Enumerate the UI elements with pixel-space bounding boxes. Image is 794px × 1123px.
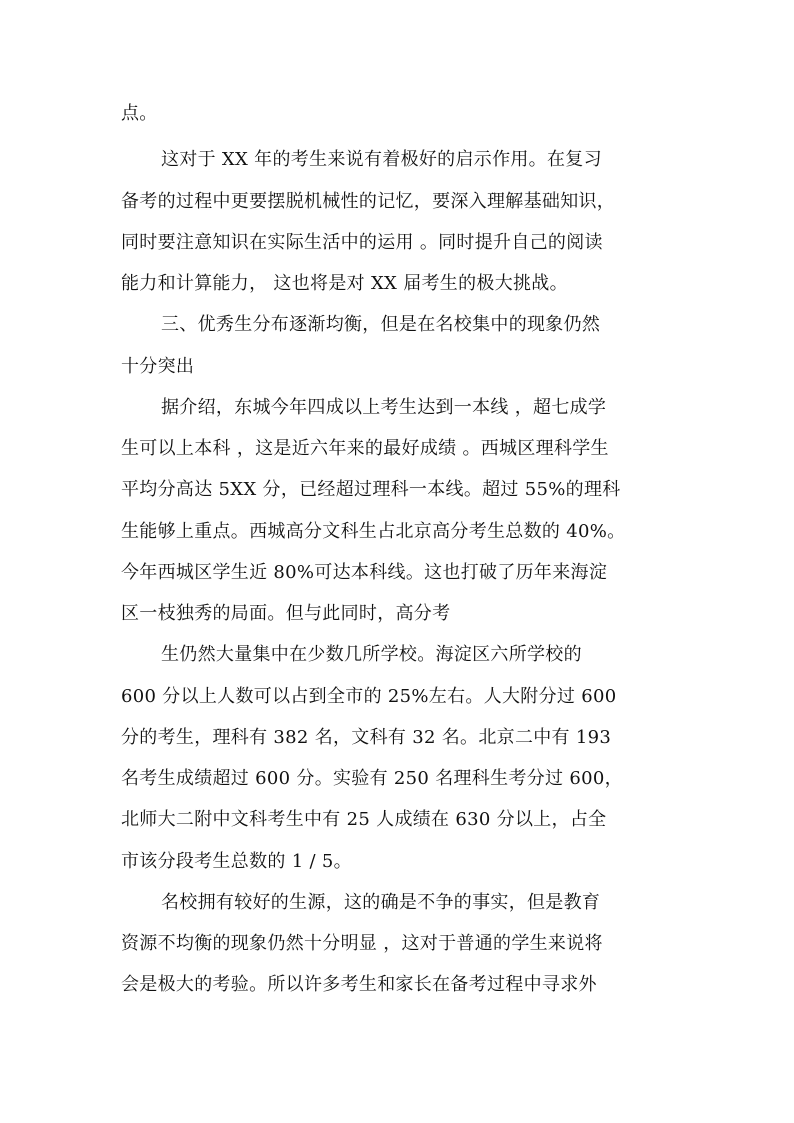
text-line: 备考的过程中更要摆脱机械性的记忆，要深入理解基础知识， — [121, 191, 616, 212]
text-line: 今年西城区学生近 80%可达本科线。这也打破了历年来海淀 — [121, 562, 608, 583]
paragraph-start: 据介绍，东城今年四成以上考生达到一本线 ，超七成学 — [161, 397, 607, 418]
text-line: 生能够上重点。西城高分文科生占北京高分考生总数的 40%。 — [121, 521, 626, 542]
paragraph-start: 名校拥有较好的生源，这的确是不争的事实，但是教育 — [161, 892, 601, 913]
text-line: 平均分高达 5XX 分，已经超过理科一本线。超过 55%的理科 — [121, 479, 621, 500]
text-line: 分的考生，理科有 382 名，文科有 32 名。北京二中有 193 — [121, 727, 612, 748]
text-line: 会是极大的考验。所以许多考生和家长在备考过程中寻求外 — [121, 974, 597, 995]
section-heading-cont: 十分突出 — [121, 356, 195, 377]
text-line: 名考生成绩超过 600 分。实验有 250 名理科生考分过 600， — [121, 768, 623, 789]
text-line: 北师大二附中文科考生中有 25 人成绩在 630 分以上，占全 — [121, 809, 607, 830]
paragraph-start: 生仍然大量集中在少数几所学校。海淀区六所学校的 — [161, 644, 582, 665]
text-line: 区一枝独秀的局面。但与此同时，高分考 — [121, 603, 451, 624]
text-line: 600 分以上人数可以占到全市的 25%左右。人大附分过 600 — [121, 686, 617, 707]
section-heading: 三、优秀生分布逐渐均衡，但是在名校集中的现象仍然 — [161, 314, 601, 335]
text-line: 点。 — [121, 103, 158, 124]
text-line: 市该分段考生总数的 1 / 5。 — [121, 851, 352, 872]
text-line: 生可以上本科 ，这是近六年来的最好成绩 。西城区理科学生 — [121, 438, 609, 459]
text-line: 同时要注意知识在实际生活中的运用 。同时提升自己的阅读 — [121, 232, 603, 253]
text-line: 能力和计算能力， 这也将是对 XX 届考生的极大挑战。 — [121, 273, 568, 294]
text-line: 资源不均衡的现象仍然十分明显 ，这对于普通的学生来说将 — [121, 933, 603, 954]
paragraph-start: 这对于 XX 年的考生来说有着极好的启示作用。在复习 — [161, 149, 602, 170]
